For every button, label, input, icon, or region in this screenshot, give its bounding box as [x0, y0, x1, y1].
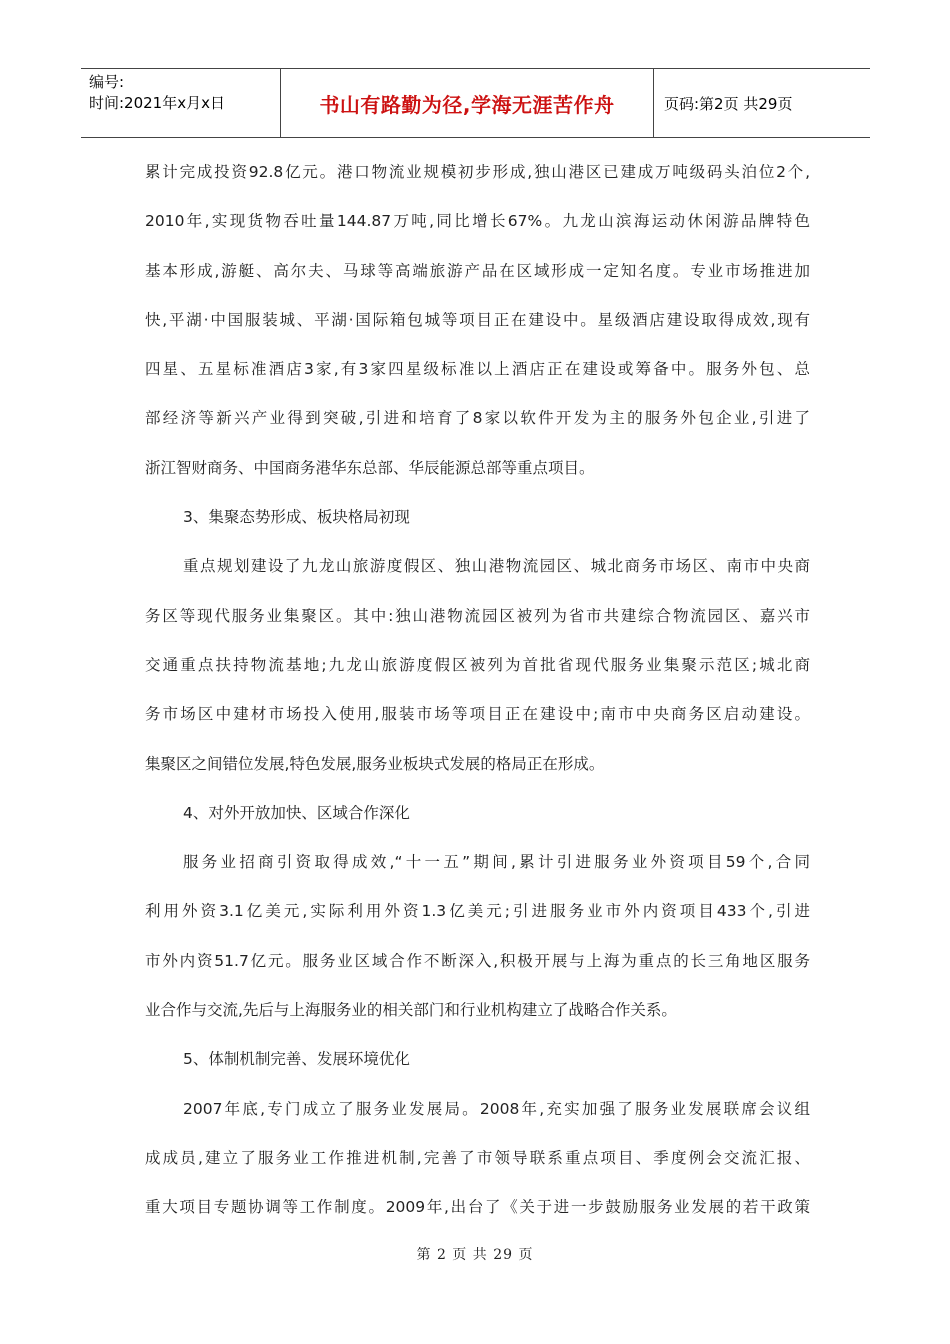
body-line: 务市场区中建材市场投入使用,服装市场等项目正在建设中;南市中央商务区启动建设。: [145, 705, 810, 724]
body-line: 业合作与交流,先后与上海服务业的相关部门和行业机构建立了战略合作关系。: [145, 1001, 677, 1020]
body-line: 2010年,实现货物吞吐量144.87万吨,同比增长67%。九龙山滨海运动休闲游品牌特色: [145, 212, 810, 231]
body-line: 快,平湖·中国服装城、平湖·国际箱包城等项目正在建设中。星级酒店建设取得成效,现有: [145, 310, 810, 329]
body-line: 交通重点扶持物流基地;九龙山旅游度假区被列为首批省现代服务业集聚示范区;城北商: [145, 655, 810, 674]
section-heading: 4、对外开放加快、区域合作深化: [183, 803, 410, 822]
body-line: 浙江智财商务、中国商务港华东总部、华辰能源总部等重点项目。: [145, 458, 595, 477]
body-line: 务区等现代服务业集聚区。其中:独山港物流园区被列为省市共建综合物流园区、嘉兴市: [145, 606, 810, 625]
header-page-info: 页码:第2页 共29页: [664, 94, 793, 113]
body-line: 四星、五星标准酒店3家,有3家四星级标准以上酒店正在建设或筹备中。服务外包、总: [145, 360, 810, 379]
body-line: 集聚区之间错位发展,特色发展,服务业板块式发展的格局正在形成。: [145, 754, 605, 773]
body-line: 利用外资3.1亿美元,实际利用外资1.3亿美元;引进服务业市外内资项目433个,引进: [145, 902, 810, 921]
date-label: 时间:2021年x月x日: [89, 94, 225, 112]
body-line: 重点规划建设了九龙山旅游度假区、独山港物流园区、城北商务市场区、南市中央商: [183, 557, 810, 576]
section-heading: 5、体制机制完善、发展环境优化: [183, 1050, 410, 1069]
header-meta: [81, 69, 281, 137]
body-line: 累计完成投资92.8亿元。港口物流业规模初步形成,独山港区已建成万吨级码头泊位2个,: [145, 163, 810, 181]
body-line: 市外内资51.7亿元。服务业区域合作不断深入,积极开展与上海为重点的长三角地区服务: [145, 951, 810, 970]
body-line: 成成员,建立了服务业工作推进机制,完善了市领导联系重点项目、季度例会交流汇报、: [145, 1148, 810, 1167]
section-heading: 3、集聚态势形成、板块格局初现: [183, 508, 410, 527]
body-line: 服务业招商引资取得成效,“十一五”期间,累计引进服务业外资项目59个,合同: [183, 853, 810, 872]
code-label: 编号:: [89, 73, 125, 91]
header-motto: 书山有路勤为径,学海无涯苦作舟: [281, 69, 654, 137]
body-line: 基本形成,游艇、高尔夫、马球等高端旅游产品在区域形成一定知名度。专业市场推进加: [145, 261, 810, 280]
document-body: [145, 148, 810, 1233]
page-header: [81, 68, 870, 138]
body-line: 重大项目专题协调等工作制度。2009年,出台了《关于进一步鼓励服务业发展的若干政策: [145, 1198, 810, 1217]
body-line: 部经济等新兴产业得到突破,引进和培育了8家以软件开发为主的服务外包企业,引进了: [145, 409, 810, 428]
page-footer: 第 2 页 共 29 页: [416, 1247, 534, 1263]
body-line: 2007年底,专门成立了服务业发展局。2008年,充实加强了服务业发展联席会议组: [183, 1099, 810, 1118]
